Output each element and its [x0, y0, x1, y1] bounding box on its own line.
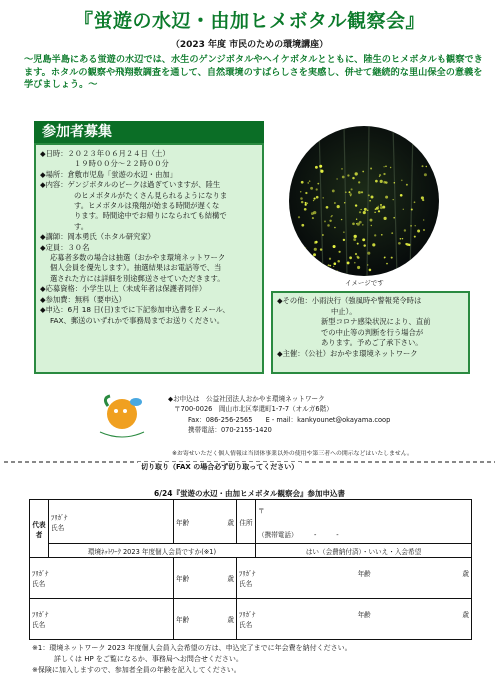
- furigana-label: ﾌﾘｶﾞﾅ: [32, 570, 49, 578]
- content-line: ります。時間途中でお帰りになられても結構で: [74, 211, 227, 221]
- mobile-label: （携帯電話） - -: [258, 530, 339, 539]
- age-unit: 歳: [227, 575, 234, 583]
- furigana-label: ﾌﾘｶﾞﾅ: [239, 611, 256, 619]
- capacity-note: 個人会員を優先します）。抽選結果はお電話等で、当: [50, 263, 222, 273]
- age-label: 年齢: [357, 570, 371, 578]
- qualification-line: ◆応募資格：小学生以上（未成年者は保護者同伴）: [40, 284, 207, 294]
- firefly-photo: [289, 126, 439, 276]
- address-field[interactable]: [256, 500, 472, 544]
- recruit-banner: 参加者募集: [34, 121, 264, 143]
- form-title: 6/24『蛍遊の水辺・由加ヒメボタル観察会』参加申込書: [154, 489, 345, 498]
- furigana-label: ﾌﾘｶﾞﾅ: [51, 513, 68, 522]
- footnotes: [32, 643, 352, 676]
- apply-line: FAX、郵送のいずれかで事務局までお送りください。: [50, 315, 225, 325]
- content-line: のヒメボタルがたくさん見られるようになりま: [74, 190, 228, 200]
- privacy-note: ※お寄せいただく個人情報は当団体事業以外の使用や第三者への開示などはいたしません。: [172, 451, 413, 457]
- time-line: １９時００分～２２時００分: [74, 159, 169, 169]
- footnote-1: ※1：環境ネットワーク 2023 年度個人会員入会希望の方は、申込完了までに年会費を納付ください。: [32, 644, 352, 652]
- rep-age-field[interactable]: [174, 500, 237, 544]
- page-subtitle: （2023 年度 市民のための環境講座）: [170, 40, 329, 50]
- photo-caption: イメージです: [345, 279, 384, 287]
- capacity-line: ◆定員：３０名: [40, 242, 90, 252]
- address-label: 住所: [237, 500, 256, 544]
- age-unit: 歳: [227, 518, 234, 527]
- footnote-3: ※保険に加入しますので、参加者全員の年齢を記入してください。: [32, 666, 241, 674]
- other-line: 中止）。: [331, 306, 357, 316]
- footnote-2: 詳しくは HP をご覧になるか、事務局へお問合せください。: [54, 655, 243, 663]
- fee-line: ◆参加費：無料（要申込）: [40, 294, 126, 304]
- capacity-note: 応募者多数の場合は抽選（おかやま環境ネットワーク: [50, 253, 226, 263]
- participant-name-field[interactable]: [30, 558, 174, 599]
- rep-name-field[interactable]: [49, 500, 174, 544]
- host-line: ◆主催：（公社）おかやま環境ネットワーク: [277, 348, 418, 358]
- name-label: 氏名: [239, 580, 253, 588]
- participant-name-field[interactable]: [30, 599, 174, 640]
- contact-line: ◆お申込は 公益社団法人おかやま環境ネットワーク: [168, 395, 325, 403]
- rep-label: 代表者: [30, 500, 49, 558]
- name-label: 氏名: [32, 621, 46, 629]
- name-label: 氏名: [51, 523, 65, 532]
- age-label: 年齢: [357, 611, 371, 619]
- participant-name-age-field[interactable]: [237, 558, 472, 599]
- other-line: での中止等の判断を行う場合が: [321, 327, 424, 337]
- member-answer-options[interactable]: はい（会費納付済）・いいえ・入会希望: [256, 544, 472, 558]
- furigana-label: ﾌﾘｶﾞﾅ: [239, 570, 256, 578]
- lecturer-line: ◆講師：岡本勇氏（ホタル研究家）: [40, 232, 156, 242]
- age-label: 年齢: [176, 518, 190, 527]
- participant-age-field[interactable]: [174, 558, 237, 599]
- other-line: あります。予めご了承下さい。: [321, 338, 423, 347]
- postal-mark: 〒: [258, 506, 265, 515]
- age-unit: 歳: [227, 616, 234, 624]
- furigana-label: ﾌﾘｶﾞﾅ: [32, 611, 49, 619]
- age-label: 年齢: [176, 575, 190, 583]
- contact-address: 〒700-0026 岡山市北区奉還町1-7-7（オルガ6階）: [174, 405, 333, 414]
- other-line: ◆その他：小雨決行（強風時や警報発令時は: [277, 296, 422, 305]
- contact-info: [168, 394, 390, 436]
- page-title: 『蛍遊の水辺・由加ヒメボタル観察会』: [73, 10, 425, 32]
- name-label: 氏名: [239, 621, 253, 629]
- other-line: 新型コロナ感染状況により、直前: [321, 317, 431, 326]
- age-label: 年齢: [176, 616, 190, 624]
- age-unit: 歳: [462, 570, 469, 578]
- other-info-panel: [271, 291, 470, 374]
- name-label: 氏名: [32, 580, 46, 588]
- organization-logo: [92, 392, 152, 444]
- content-line: す。: [74, 221, 89, 231]
- content-line: す。ヒメボタルは飛翔が始まる時間が遅くな: [74, 201, 220, 211]
- capacity-note: 選された方には詳細を別途郵送させていただきます。: [50, 273, 225, 283]
- content-line: ◆内容：ゲンジボタルのピークは過ぎていますが、陸生: [40, 180, 221, 190]
- participant-age-field[interactable]: [174, 599, 237, 640]
- member-question: 環境ﾈｯﾄﾜｰｸ 2023 年度個人会員ですか(※1): [49, 544, 256, 558]
- event-details-panel: [34, 143, 264, 374]
- contact-fax-email: Fax：086-256-2565 E - mail：kankyounet@okayama.coop: [188, 415, 391, 424]
- intro-text: ～児島半島にある蛍遊の水辺では、水生のゲンジボタルやヘイケボタルとともに、陸生のヒメボタルも観察できます。ホタルの観察や飛翔数調査を通して、自然環境のすばらしさを実感し、併せて継続的な里山保全の意義を学びましょう。～: [24, 54, 483, 90]
- cut-label: 切り取り（FAX の場合必ず切り取ってください）: [138, 462, 301, 472]
- contact-mobile: 携帯電話：070-2155-1420: [188, 426, 272, 435]
- apply-line: ◆申込：6月 18 日(日)までに下記参加申込書をＥメール、: [40, 305, 230, 315]
- place-line: ◆場所：倉敷市児島「蛍遊の水辺・由加」: [40, 169, 177, 179]
- age-unit: 歳: [462, 611, 469, 619]
- application-form: [29, 499, 472, 640]
- date-line: ◆日時：２０２３年０６月２４日（土）: [40, 149, 170, 158]
- participant-name-age-field[interactable]: [237, 599, 472, 640]
